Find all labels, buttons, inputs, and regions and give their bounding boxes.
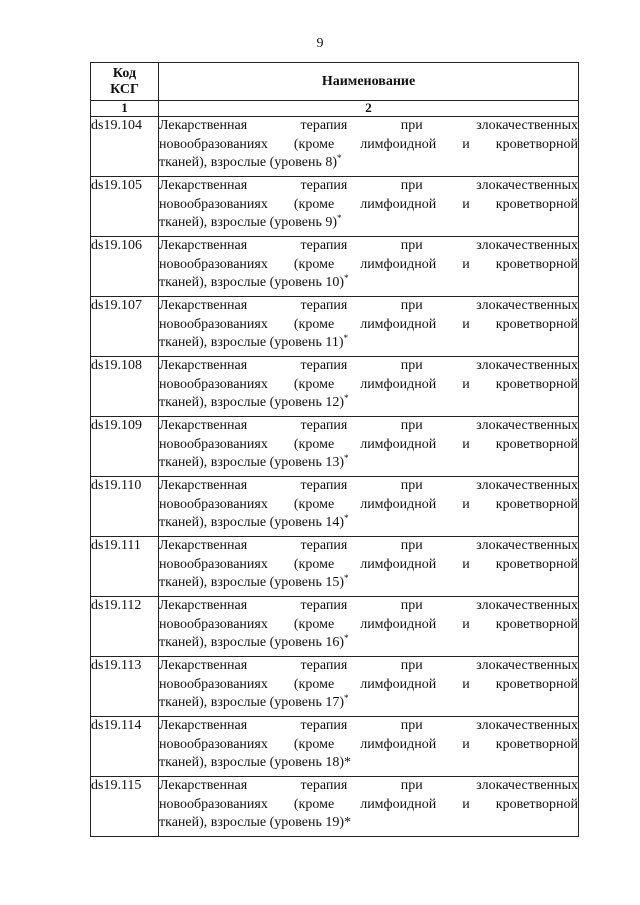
word: новообразованиях — [159, 436, 268, 452]
word: при — [400, 478, 423, 493]
footnote-mark: * — [344, 573, 349, 583]
ksg-code: ds19.104 — [91, 117, 159, 177]
word: при — [400, 418, 423, 433]
ksg-name — [159, 477, 579, 537]
table-row — [91, 657, 579, 717]
word: терапия — [300, 718, 348, 733]
word: терапия — [300, 358, 348, 373]
word: терапия — [300, 418, 348, 433]
word: лимфоидной — [360, 196, 437, 212]
footnote-mark: * — [337, 213, 342, 223]
name-line-3: тканей), взрослые (уровень 18)* — [159, 755, 352, 770]
ksg-name — [159, 357, 579, 417]
word: и — [462, 736, 470, 752]
word: кроветворной — [495, 316, 578, 332]
column-number-2: 2 — [159, 101, 579, 117]
word: злокачественных — [476, 658, 578, 673]
word: Лекарственная — [159, 778, 248, 793]
word: Лекарственная — [159, 418, 248, 433]
table-row — [91, 477, 579, 537]
word: лимфоидной — [360, 376, 437, 392]
ksg-name — [159, 657, 579, 717]
word: Лекарственная — [159, 658, 248, 673]
header-name: Наименование — [159, 63, 579, 101]
name-line-2 — [159, 796, 578, 815]
name-line-3: тканей), взрослые (уровень 15)* — [159, 573, 349, 590]
word: новообразованиях — [159, 796, 268, 812]
name-line-1 — [159, 477, 578, 496]
name-line-1 — [159, 237, 578, 256]
word: терапия — [300, 658, 348, 673]
name-line-1 — [159, 357, 578, 376]
name-line-3: тканей), взрослые (уровень 10)* — [159, 273, 349, 290]
word: кроветворной — [495, 736, 578, 752]
word: Лекарственная — [159, 298, 248, 313]
word: лимфоидной — [360, 736, 437, 752]
name-line-3: тканей), взрослые (уровень 16)* — [159, 633, 349, 650]
word: (кроме — [293, 316, 335, 332]
ksg-code: ds19.111 — [91, 537, 159, 597]
name-line-2 — [159, 616, 578, 635]
footnote-mark: * — [344, 815, 352, 830]
ksg-code: ds19.109 — [91, 417, 159, 477]
name-line-2 — [159, 736, 578, 755]
footnote-mark: * — [344, 513, 349, 523]
word: новообразованиях — [159, 256, 268, 272]
word: злокачественных — [476, 358, 578, 373]
name-line-3: тканей), взрослые (уровень 11)* — [159, 333, 349, 350]
word: терапия — [300, 538, 348, 553]
table-row — [91, 417, 579, 477]
name-line-1 — [159, 417, 578, 436]
word: терапия — [300, 598, 348, 613]
footnote-mark: * — [344, 755, 352, 770]
word: терапия — [300, 778, 348, 793]
name-line-1 — [159, 117, 578, 136]
word: Лекарственная — [159, 598, 248, 613]
name-line-1 — [159, 777, 578, 796]
name-line-3: тканей), взрослые (уровень 17)* — [159, 693, 349, 710]
word: и — [462, 316, 470, 332]
word: кроветворной — [495, 256, 578, 272]
word: лимфоидной — [360, 556, 437, 572]
word: Лекарственная — [159, 118, 248, 133]
word: Лекарственная — [159, 478, 248, 493]
table-row — [91, 777, 579, 837]
name-line-3: тканей), взрослые (уровень 12)* — [159, 393, 349, 410]
word: (кроме — [293, 556, 335, 572]
table-row — [91, 537, 579, 597]
word: кроветворной — [495, 496, 578, 512]
word: Лекарственная — [159, 238, 248, 253]
ksg-code: ds19.105 — [91, 177, 159, 237]
table-row — [91, 177, 579, 237]
name-line-1 — [159, 657, 578, 676]
word: терапия — [300, 238, 348, 253]
word: (кроме — [293, 676, 335, 692]
page-number: 9 — [316, 36, 324, 51]
word: и — [462, 436, 470, 452]
word: терапия — [300, 118, 348, 133]
ksg-code: ds19.113 — [91, 657, 159, 717]
word: и — [462, 256, 470, 272]
name-line-2 — [159, 196, 578, 215]
word: (кроме — [293, 496, 335, 512]
ksg-code: ds19.107 — [91, 297, 159, 357]
word: лимфоидной — [360, 436, 437, 452]
word: новообразованиях — [159, 316, 268, 332]
word: лимфоидной — [360, 796, 437, 812]
name-line-2 — [159, 676, 578, 695]
word: лимфоидной — [360, 316, 437, 332]
word: лимфоидной — [360, 496, 437, 512]
table-row — [91, 237, 579, 297]
word: лимфоидной — [360, 616, 437, 632]
word: злокачественных — [476, 118, 578, 133]
footnote-mark: * — [344, 393, 349, 403]
ksg-name — [159, 237, 579, 297]
footnote-mark: * — [344, 693, 349, 703]
ksg-name — [159, 177, 579, 237]
ksg-code: ds19.108 — [91, 357, 159, 417]
word: Лекарственная — [159, 718, 248, 733]
word: (кроме — [293, 796, 335, 812]
column-number-1: 1 — [91, 101, 159, 117]
word: при — [400, 658, 423, 673]
word: лимфоидной — [360, 256, 437, 272]
ksg-name — [159, 417, 579, 477]
name-line-3: тканей), взрослые (уровень 9)* — [159, 213, 342, 230]
word: при — [400, 238, 423, 253]
name-line-1 — [159, 177, 578, 196]
table-row — [91, 597, 579, 657]
word: кроветворной — [495, 676, 578, 692]
ksg-code: ds19.106 — [91, 237, 159, 297]
word: Лекарственная — [159, 538, 248, 553]
name-line-2 — [159, 496, 578, 515]
word: терапия — [300, 178, 348, 193]
table-row — [91, 117, 579, 177]
word: при — [400, 298, 423, 313]
word: кроветворной — [495, 796, 578, 812]
table-body — [91, 117, 579, 837]
name-line-2 — [159, 316, 578, 335]
word: и — [462, 196, 470, 212]
word: кроветворной — [495, 616, 578, 632]
word: Лекарственная — [159, 178, 248, 193]
word: новообразованиях — [159, 376, 268, 392]
name-line-2 — [159, 256, 578, 275]
name-line-3: тканей), взрослые (уровень 8)* — [159, 153, 342, 170]
word: новообразованиях — [159, 736, 268, 752]
word: злокачественных — [476, 178, 578, 193]
word: новообразованиях — [159, 496, 268, 512]
header-code: Код КСГ — [91, 63, 159, 101]
word: кроветворной — [495, 196, 578, 212]
table-row — [91, 297, 579, 357]
name-line-3: тканей), взрослые (уровень 14)* — [159, 513, 349, 530]
ksg-code: ds19.112 — [91, 597, 159, 657]
ksg-name — [159, 117, 579, 177]
word: новообразованиях — [159, 556, 268, 572]
word: и — [462, 556, 470, 572]
table-row — [91, 717, 579, 777]
ksg-name — [159, 537, 579, 597]
footnote-mark: * — [344, 453, 349, 463]
word: злокачественных — [476, 478, 578, 493]
ksg-name — [159, 777, 579, 837]
word: злокачественных — [476, 718, 578, 733]
word: кроветворной — [495, 376, 578, 392]
word: (кроме — [293, 616, 335, 632]
word: (кроме — [293, 256, 335, 272]
word: новообразованиях — [159, 136, 268, 152]
name-line-2 — [159, 376, 578, 395]
word: (кроме — [293, 136, 335, 152]
word: при — [400, 778, 423, 793]
ksg-table — [90, 62, 579, 837]
word: злокачественных — [476, 418, 578, 433]
name-line-3: тканей), взрослые (уровень 13)* — [159, 453, 349, 470]
word: (кроме — [293, 736, 335, 752]
name-line-1 — [159, 717, 578, 736]
ksg-code: ds19.110 — [91, 477, 159, 537]
word: (кроме — [293, 436, 335, 452]
ksg-name — [159, 597, 579, 657]
word: при — [400, 178, 423, 193]
word: кроветворной — [495, 556, 578, 572]
word: лимфоидной — [360, 136, 437, 152]
name-line-2 — [159, 436, 578, 455]
footnote-mark: * — [337, 153, 342, 163]
word: и — [462, 376, 470, 392]
word: кроветворной — [495, 436, 578, 452]
word: злокачественных — [476, 778, 578, 793]
ksg-code: ds19.114 — [91, 717, 159, 777]
footnote-mark: * — [344, 633, 349, 643]
word: терапия — [300, 298, 348, 313]
word: кроветворной — [495, 136, 578, 152]
word: при — [400, 538, 423, 553]
ksg-name — [159, 717, 579, 777]
table-header-row — [91, 63, 579, 101]
name-line-2 — [159, 136, 578, 155]
footnote-mark: * — [344, 273, 349, 283]
word: при — [400, 598, 423, 613]
word: терапия — [300, 478, 348, 493]
word: при — [400, 358, 423, 373]
name-line-1 — [159, 537, 578, 556]
word: Лекарственная — [159, 358, 248, 373]
column-number-row — [91, 101, 579, 117]
word: при — [400, 118, 423, 133]
word: (кроме — [293, 196, 335, 212]
word: и — [462, 616, 470, 632]
name-line-3: тканей), взрослые (уровень 19)* — [159, 815, 352, 830]
word: и — [462, 496, 470, 512]
word: лимфоидной — [360, 676, 437, 692]
name-line-2 — [159, 556, 578, 575]
footnote-mark: * — [343, 333, 349, 343]
word: новообразованиях — [159, 616, 268, 632]
word: злокачественных — [476, 538, 578, 553]
word: злокачественных — [476, 238, 578, 253]
name-line-1 — [159, 297, 578, 316]
table-row — [91, 357, 579, 417]
word: при — [400, 718, 423, 733]
name-line-1 — [159, 597, 578, 616]
ksg-name — [159, 297, 579, 357]
ksg-code: ds19.115 — [91, 777, 159, 837]
word: и — [462, 136, 470, 152]
word: и — [462, 676, 470, 692]
word: злокачественных — [476, 298, 578, 313]
word: злокачественных — [476, 598, 578, 613]
word: (кроме — [293, 376, 335, 392]
word: новообразованиях — [159, 676, 268, 692]
word: новообразованиях — [159, 196, 268, 212]
word: и — [462, 796, 470, 812]
